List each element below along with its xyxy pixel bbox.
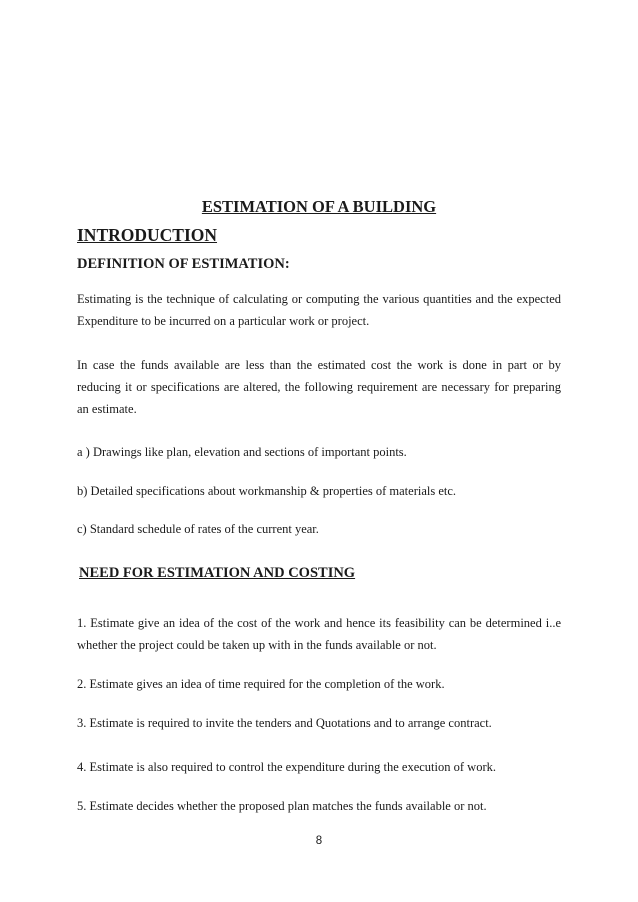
document-title: ESTIMATION OF A BUILDING [201, 197, 437, 216]
page-number: 8 [315, 835, 323, 847]
definition-heading: DEFINITION OF ESTIMATION: [77, 256, 290, 272]
need-item-2: 2. Estimate gives an idea of time required for the completion of the work. [77, 677, 445, 691]
need-heading: NEED FOR ESTIMATION AND COSTING [79, 565, 356, 581]
requirement-item-a: a ) Drawings like plan, elevation and sections of important points. [77, 445, 407, 459]
need-item-1: 1. Estimate give an idea of the cost of the work and hence its feasibility can be determined i..e whether the project could be taken up with in the funds available or not. [77, 616, 561, 652]
need-item-3: 3. Estimate is required to invite the tenders and Quotations and to arrange contract. [77, 716, 492, 730]
need-item-4: 4. Estimate is also required to control the expenditure during the execution of work. [77, 760, 496, 774]
definition-paragraph: Estimating is the technique of calculating or computing the various quantities and the expected Expenditure to be incurred on a particular work or project. [77, 292, 561, 328]
requirement-item-b: b) Detailed specifications about workmanship & properties of materials etc. [77, 484, 457, 498]
introduction-heading: INTRODUCTION [77, 225, 218, 245]
requirement-item-c: c) Standard schedule of rates of the current year. [77, 522, 319, 536]
need-item-5: 5. Estimate decides whether the proposed plan matches the funds available or not. [77, 799, 487, 813]
funds-paragraph: In case the funds available are less than the estimated cost the work is done in part or by reducing it or specifications are altered, the following requirement are necessary for preparing an estimate. [77, 358, 561, 416]
